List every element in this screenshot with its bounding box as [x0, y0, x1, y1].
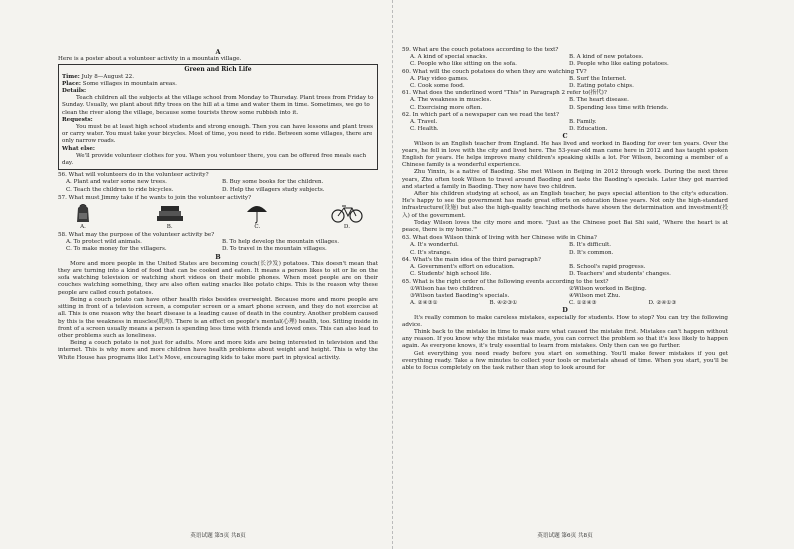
q57-option-a — [72, 202, 94, 231]
option: D. Spending less time with friends. — [569, 104, 669, 111]
option: B. It's difficult. — [569, 242, 611, 249]
option-label: C. — [254, 223, 261, 230]
option: C. People who like sitting on the sofa. — [410, 61, 517, 68]
q64-options — [402, 264, 728, 278]
option: C. Students' high school life. — [410, 271, 492, 278]
option: D. People who like eating potatoes. — [569, 61, 669, 68]
right-page-footer: 英语试题 第6页 共8页 — [537, 533, 593, 539]
time-label: Time: — [62, 73, 80, 80]
option: A. Plant and water some new trees. — [66, 179, 167, 186]
option: D. It's common. — [569, 249, 614, 256]
question-64: 64. What's the main idea of the third paragraph? — [402, 256, 541, 263]
poster-time — [62, 74, 374, 81]
q60-options — [402, 76, 728, 90]
option: D. Help the villagers study subjects. — [222, 186, 325, 193]
passage-d-paragraph: Get everything you need ready before you start on something. You'll make fewer mistakes if you get everything ready. Take a few minutes to collect your tools or materials ahead of time. When you start, you'll be able to focus completely on the task rather than stop to look around for — [402, 350, 728, 371]
passage-b-paragraph: More and more people in the United States are becoming couch(长沙发) potatoes. This doesn't mean that they are turning into a kind of food that can be cooked and eaten. It means a person likes to sit or lie on the sofa watching television or watching short videos on their mobile phones. When most people are on their couches watching something, they are also often eating snacks like potato chips. This is the reason why these people are called couch potatoes. — [58, 260, 378, 296]
passage-c-paragraph: After his children studying at school, as an English teacher, he pays special attention to the city's education. He's happy to see the government has made great efforts on education these years. Not only the high-standard infrastructure(设施) but also the high-quality teaching methods have shown the determination and investment(投入) of the government. — [402, 191, 728, 219]
question-62: 62. In which part of a newspaper can we read the text? — [402, 111, 560, 118]
passage-d-paragraph: Think back to the mistake in time to make sure what caused the mistake first. Mistakes can't happen without any reason. If you know why the mistake was made, you can correct the problem so that it's less likely to happen again. As everyone knows, it's truly essential to learn from mistakes. Only then can we go further. — [402, 328, 728, 350]
option: B. A kind of new potatoes. — [569, 54, 644, 61]
option: C. To make money for the villagers. — [66, 246, 167, 253]
option: B. Buy some books for the children. — [222, 179, 324, 186]
option: C. It's strange. — [410, 249, 452, 256]
q57-option-d — [330, 202, 364, 231]
option: D. Teachers' and students' changes. — [569, 271, 671, 278]
details-text: Teach children all the subjects at the village school from Monday to Thursday. Plant trees from Friday to Sunday. Usually, we plant about fifty trees on the hill at a time and water them in time. Sometimes, we go to clean the river along the village, because some tourists throw some rubbish into it. — [62, 95, 374, 116]
question-57: 57. What must Jimmy take if he wants to join the volunteer activity? — [58, 194, 252, 201]
passage-c-paragraph: Today Wilson loves the city more and more. "Just as the Chinese poet Bai Shi said, 'Where the heart is at peace, there is my home.'" — [402, 219, 728, 234]
umbrella-icon — [245, 202, 269, 224]
option: A. It's wonderful. — [410, 242, 459, 249]
question-60: 60. What will the couch potatoes do when they are watching TV? — [402, 68, 587, 75]
q65-events — [402, 286, 728, 300]
q61-options — [402, 97, 728, 111]
option: B. The heart disease. — [569, 97, 629, 104]
option: A. A kind of special snacks. — [410, 54, 488, 61]
option: D. ②④①③ — [648, 300, 677, 307]
event-item: ④Wilson met Zhu. — [569, 292, 621, 299]
q56-options — [58, 179, 378, 193]
section-d-letter: D — [562, 306, 568, 315]
question-63: 63. What does Wilson think of living with her Chinese wife in China? — [402, 235, 597, 242]
backpack-icon — [72, 202, 94, 224]
what-else-label: What else: — [62, 145, 95, 152]
option: A. To protect wild animals. — [66, 239, 142, 246]
option: C. Exercising more often. — [410, 104, 483, 111]
q62-options — [402, 119, 728, 133]
place-value: Some villages in mountain areas. — [82, 80, 177, 87]
section-b-letter: B — [215, 252, 221, 261]
question-61: 61. What does the underlined word "This" in Paragraph 2 refer to(指代)? — [402, 90, 607, 97]
option: A. The weakness in muscles. — [410, 97, 492, 104]
poster-box — [58, 64, 378, 170]
left-page — [58, 49, 378, 549]
passage-c-paragraph: Zhu Yinxin, is a native of Baoding. She met Wilson in Beijing in 2012 through work. During the next three years, Zhu often took Wilson to travel around Baoding and taste the Baoding's specials. Later they got married and started a family in Baoding. They now have two children. — [402, 169, 728, 190]
time-value: July 8—August 22. — [81, 73, 134, 80]
event-item: ③Wilson tasted Baoding's specials. — [410, 292, 510, 299]
requests-text: You must be at least high school students and strong enough. Then you can have lessons and plant trees or carry water. You must take your bicycles. Most of time, you need to ride. Between some villages, there are only narrow roads. — [62, 124, 374, 145]
q57-option-c — [245, 202, 269, 231]
left-page-footer: 英语试题 第5页 共8页 — [190, 533, 246, 539]
place-label: Place: — [62, 80, 81, 87]
option: B. Family. — [569, 119, 597, 126]
option: B. Surf the Internet. — [569, 75, 627, 82]
option: A. Play video games. — [410, 75, 469, 82]
option: A. Travel. — [410, 119, 438, 126]
passage-d-paragraph: It's really common to make careless mistakes, especially for students. How to stop? You can try the following advice. — [402, 314, 728, 328]
q63-options — [402, 242, 728, 256]
option-label: B. — [166, 223, 173, 230]
books-icon — [155, 204, 185, 224]
question-58: 58. What may the purpose of the volunteer activity be? — [58, 232, 215, 239]
event-item: ①Wilson has two children. — [410, 285, 485, 292]
option: D. Education. — [569, 126, 608, 133]
section-c-letter: C — [562, 132, 568, 141]
what-else-text: We'll provide volunteer clothes for you. When you volunteer there, you can be offered free meals each day. — [62, 152, 367, 167]
question-56: 56. What will volunteers do in the volunteer activity? — [58, 172, 209, 179]
option: C. Teach the children to ride bicycles. — [66, 186, 174, 193]
option: A. Government's effort on education. — [410, 264, 515, 271]
option-label: A. — [80, 223, 86, 230]
option: B. To help develop the mountain villages. — [222, 239, 340, 246]
passage-a-intro: Here is a poster about a volunteer activity in a mountain village. — [58, 56, 242, 63]
q57-pictures — [58, 202, 378, 231]
page-fold — [392, 0, 393, 549]
section-a-letter: A — [215, 48, 221, 56]
question-65: 65. What is the right order of the following events according to the text? — [402, 278, 609, 285]
option: D. To travel in the mountain villages. — [222, 246, 327, 253]
q57-option-b — [155, 204, 185, 231]
passage-b-paragraph: Being a couch potato can have other health risks besides overweight. Because more and more people are sitting in front of a television screen, a computer screen or a smart phone screen, and they do not exercise at all. This is one reason why the heart disease is a leading cause of death in the country. Another problem caused by this is the weakness in muscles(肌肉). There is an effect on people's mental(心理) health, too. Sitting inside in front of a screen usually means a person is spending less time with friends and loved ones. This can also lead to other problems such as loneliness. — [58, 296, 378, 339]
details-label: Details: — [62, 88, 87, 95]
option: B. ④②③① — [489, 300, 518, 307]
q59-options — [402, 54, 728, 68]
question-59: 59. What are the couch potatoes according to the text? — [402, 47, 559, 53]
option: C. Health. — [410, 126, 439, 133]
option: D. Eating potato chips. — [569, 83, 634, 90]
option: A. ②④③① — [410, 300, 438, 307]
requests-label: Requests: — [62, 116, 93, 123]
option: C. Cook some food. — [410, 83, 465, 90]
passage-b-paragraph: Being a couch potato is not just for adults. More and more kids are being interested in television and the internet. This is why more and more children have health problems about weight and height. This is why the White House has programs like Let's Move, encouraging kids to take more part in physical activity. — [58, 340, 378, 361]
bicycle-icon — [330, 202, 364, 224]
option: B. School's rapid progress. — [569, 264, 646, 271]
right-page — [402, 47, 728, 549]
event-item: ②Wilson worked in Beijing. — [569, 285, 647, 292]
poster-title: Green and Rich Life — [184, 66, 252, 74]
passage-c-paragraph: Wilson is an English teacher from England. He has lived and worked in Baoding for over ten years. Over the years, he fell in love with the city and lived here. The 53-year-old man came here in 2012 and has taught spoken English for years. He helps improve many children's speaking skills a lot. For Wilson, becoming a member of a Chinese family is a wonderful experience. — [402, 140, 728, 169]
option: C. ①②④③ — [569, 300, 597, 307]
option-label: D. — [343, 223, 350, 230]
poster-place — [62, 81, 374, 88]
q58-options — [58, 239, 378, 253]
